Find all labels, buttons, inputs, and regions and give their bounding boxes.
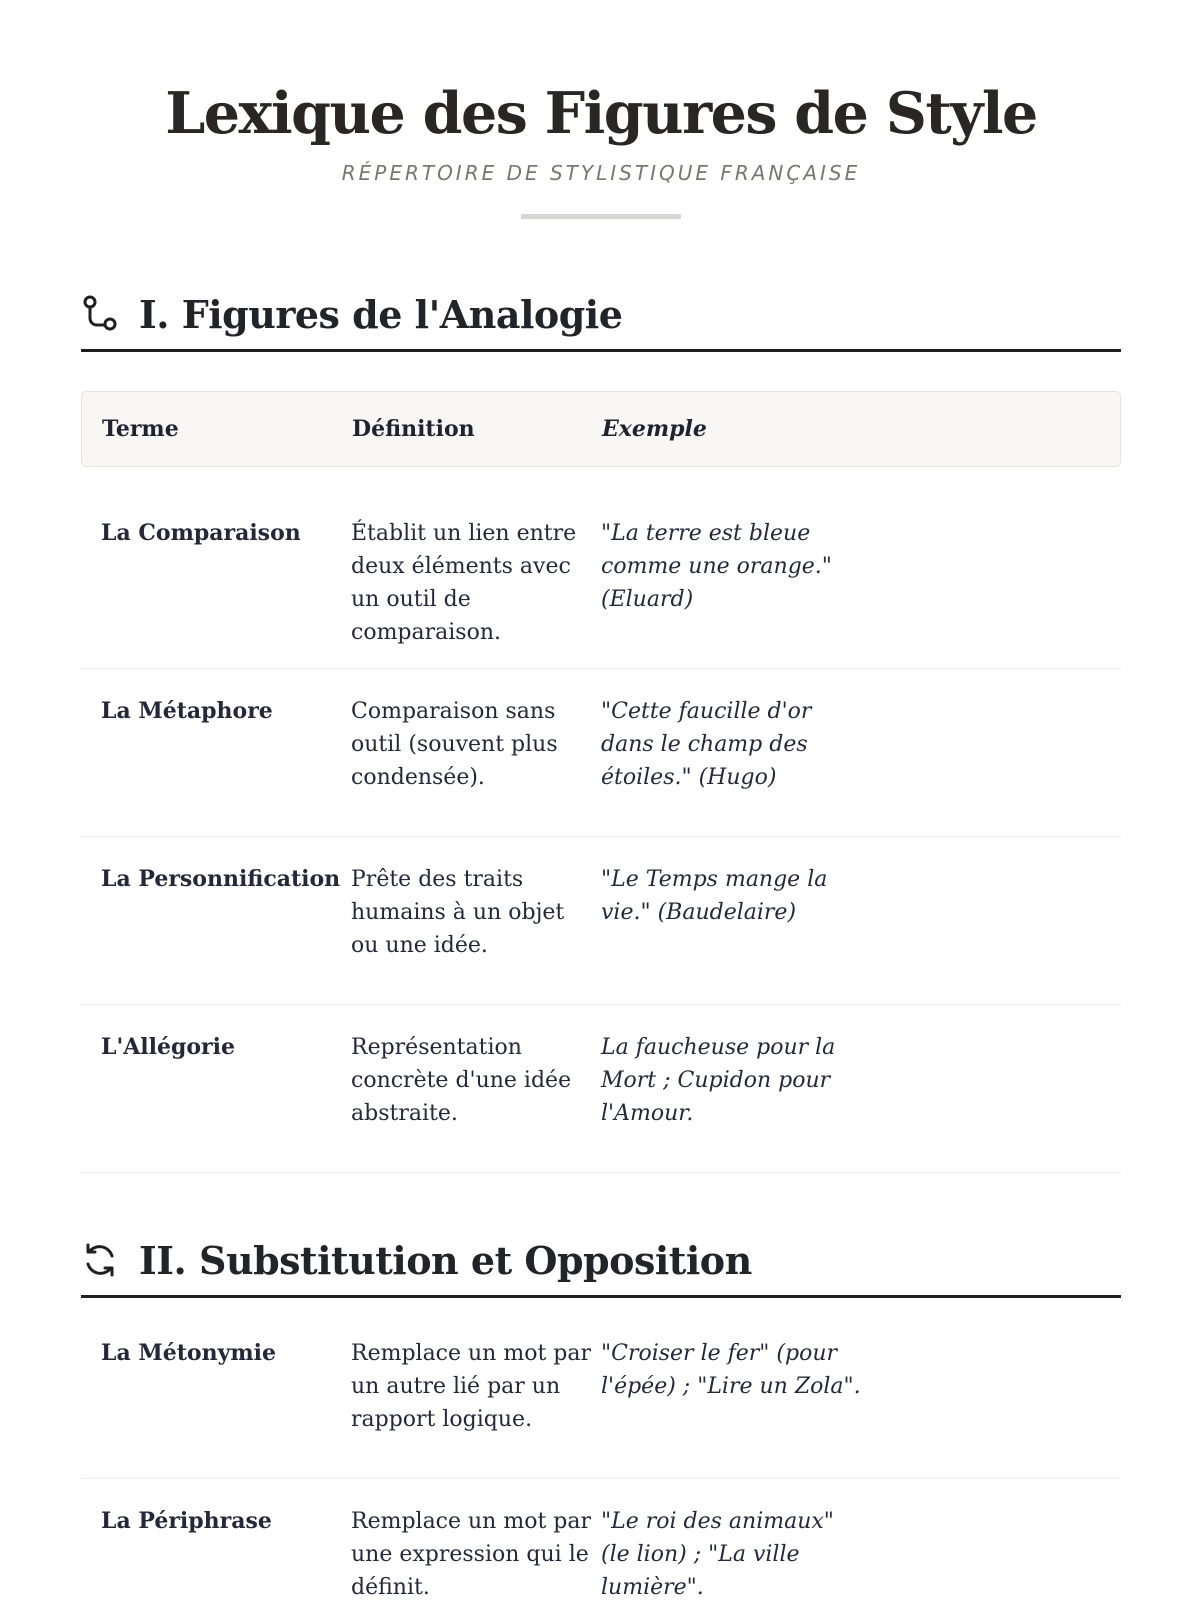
refresh-cycle-icon — [81, 1241, 119, 1279]
term-cell: La Périphrase — [101, 1508, 272, 1534]
lexicon-page — [81, 0, 1121, 1600]
table-row — [81, 669, 1121, 837]
definition-cell: Remplace un mot par une expression qui le définit. — [351, 1509, 592, 1600]
column-header-definition: Définition — [352, 416, 475, 442]
term-cell: La Personnification — [101, 866, 341, 892]
example-cell: "Croiser le fer" (pour l'épée) ; "Lire un Zola". — [601, 1341, 861, 1399]
term-cell: La Métonymie — [101, 1340, 276, 1366]
page-title: Lexique des Figures de Style — [165, 80, 1037, 147]
table-row — [81, 1311, 1121, 1479]
term-cell: L'Allégorie — [101, 1034, 235, 1060]
example-cell: "Le Temps mange la vie." (Baudelaire) — [601, 867, 828, 925]
page-subtitle: RÉPERTOIRE DE STYLISTIQUE FRANÇAISE — [341, 161, 861, 185]
table-row — [81, 1479, 1121, 1600]
section-heading: I. Figures de l'Analogie — [139, 292, 623, 337]
term-cell: La Métaphore — [101, 698, 273, 724]
page-header — [81, 0, 1121, 219]
section-title-substitution — [81, 1233, 1121, 1298]
term-cell: La Comparaison — [101, 520, 301, 546]
column-header-example: Exemple — [602, 416, 707, 442]
definition-cell: Prête des traits humains à un objet ou une idée. — [351, 867, 565, 958]
definition-cell: Comparaison sans outil (souvent plus condensée). — [351, 699, 558, 790]
table-header — [81, 391, 1121, 467]
definition-cell: Représentation concrète d'une idée abstraite. — [351, 1035, 572, 1126]
column-header-term: Terme — [102, 416, 179, 442]
example-cell: "La terre est bleue comme une orange." (Eluard) — [601, 521, 832, 612]
section-title-analogy — [81, 287, 1121, 352]
header-divider — [521, 214, 681, 219]
section-heading: II. Substitution et Opposition — [139, 1238, 752, 1283]
example-cell: "Le roi des animaux" (le lion) ; "La ville lumière". — [601, 1509, 834, 1600]
example-cell: "Cette faucille d'or dans le champ des étoiles." (Hugo) — [601, 699, 812, 790]
analogy-route-icon — [81, 295, 119, 333]
definition-cell: Remplace un mot par un autre lié par un rapport logique. — [351, 1341, 592, 1432]
table-row — [81, 1005, 1121, 1173]
table-row — [81, 491, 1121, 669]
example-cell: La faucheuse pour la Mort ; Cupidon pour l'Amour. — [601, 1035, 836, 1126]
table-row — [81, 837, 1121, 1005]
definition-cell: Établit un lien entre deux éléments avec un outil de comparaison. — [351, 521, 577, 645]
